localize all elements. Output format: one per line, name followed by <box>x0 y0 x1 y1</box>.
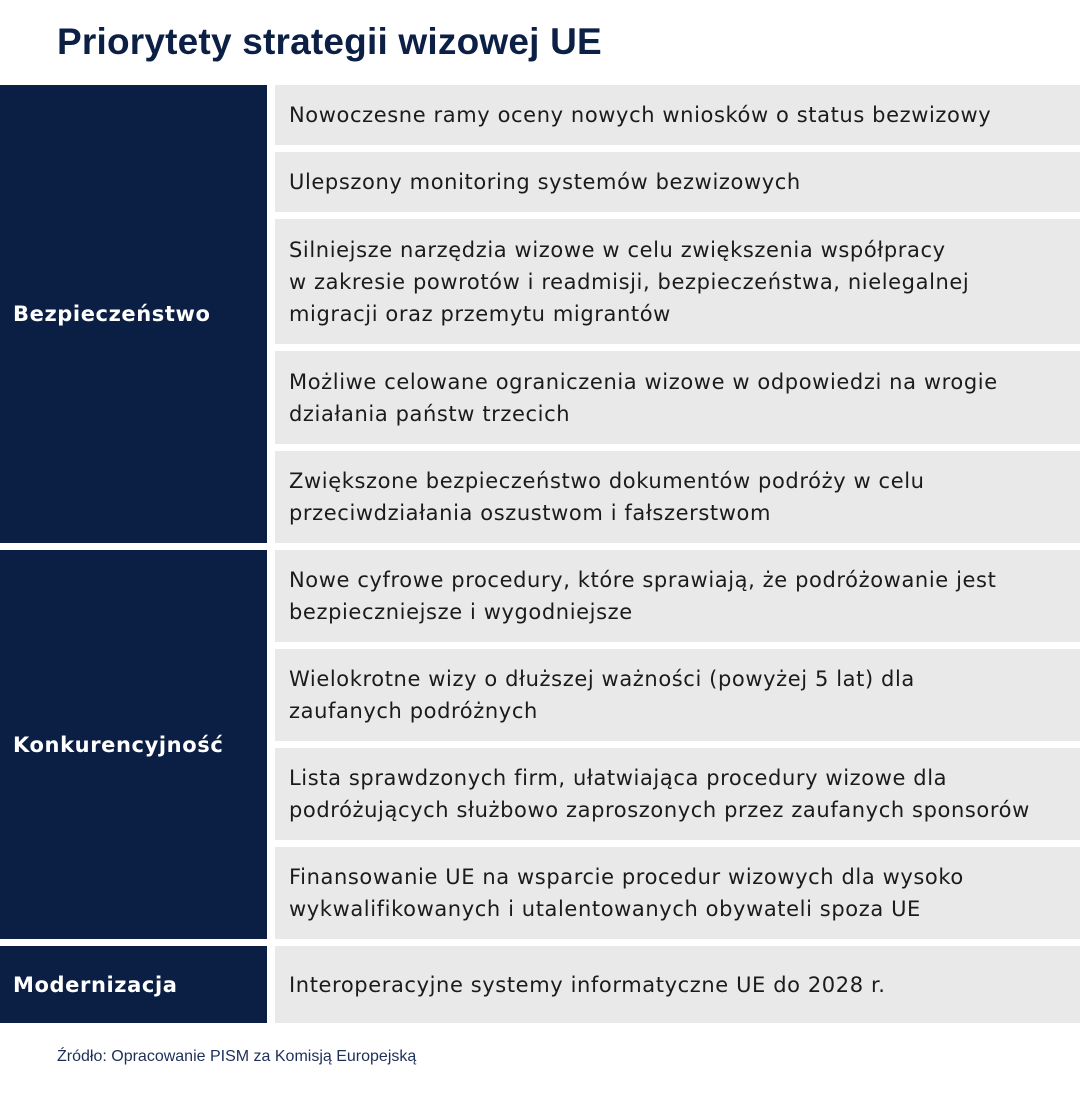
item-list <box>275 550 1080 939</box>
item-list <box>275 946 1080 1023</box>
priorities-table <box>0 85 1080 1023</box>
list-item <box>275 847 1080 939</box>
list-item <box>275 649 1080 741</box>
list-item <box>275 351 1080 444</box>
item-text: Finansowanie UE na wsparcie procedur wizowych dla wysoko wykwalifikowanych i utalentowanych obywateli spoza UE <box>289 865 964 921</box>
category-label: Modernizacja <box>0 946 267 1023</box>
list-item <box>275 550 1080 642</box>
list-item <box>275 451 1080 543</box>
page-title: Priorytety strategii wizowej UE <box>57 21 602 62</box>
item-text: Ulepszony monitoring systemów bezwizowych <box>289 170 801 194</box>
item-text: Interoperacyjne systemy informatyczne UE do 2028 r. <box>289 972 886 997</box>
item-text: Możliwe celowane ograniczenia wizowe w odpowiedzi na wrogie działania państw trzecich <box>289 369 998 426</box>
list-item <box>275 85 1080 145</box>
section-modernization <box>0 946 1080 1023</box>
item-list <box>275 85 1080 543</box>
item-text: Wielokrotne wizy o dłuższej ważności (powyżej 5 lat) dla zaufanych podróżnych <box>289 667 915 723</box>
item-text: Nowe cyfrowe procedury, które sprawiają, że podróżowanie jest bezpieczniejsze i wygodniejsze <box>289 568 997 624</box>
section-competitiveness <box>0 550 1080 939</box>
item-text: Silniejsze narzędzia wizowe w celu zwiększenia współpracy w zakresie powrotów i readmisji, bezpieczeństwa, nielegalnej migracji oraz przemytu migrantów <box>289 237 970 326</box>
list-item <box>275 219 1080 344</box>
category-label: Konkurencyjność <box>0 550 267 939</box>
item-text: Nowoczesne ramy oceny nowych wniosków o status bezwizowy <box>289 103 992 127</box>
list-item <box>275 946 1080 1023</box>
list-item <box>275 152 1080 212</box>
section-security <box>0 85 1080 543</box>
category-label: Bezpieczeństwo <box>0 85 267 543</box>
source-note: Źródło: Opracowanie PISM za Komisją Europejską <box>57 1048 417 1065</box>
item-text: Zwiększone bezpieczeństwo dokumentów podróży w celu przeciwdziałania oszustwom i fałszerstwom <box>289 469 925 525</box>
item-text: Lista sprawdzonych firm, ułatwiająca procedury wizowe dla podróżujących służbowo zaproszonych przez zaufanych sponsorów <box>289 766 1030 822</box>
list-item <box>275 748 1080 840</box>
